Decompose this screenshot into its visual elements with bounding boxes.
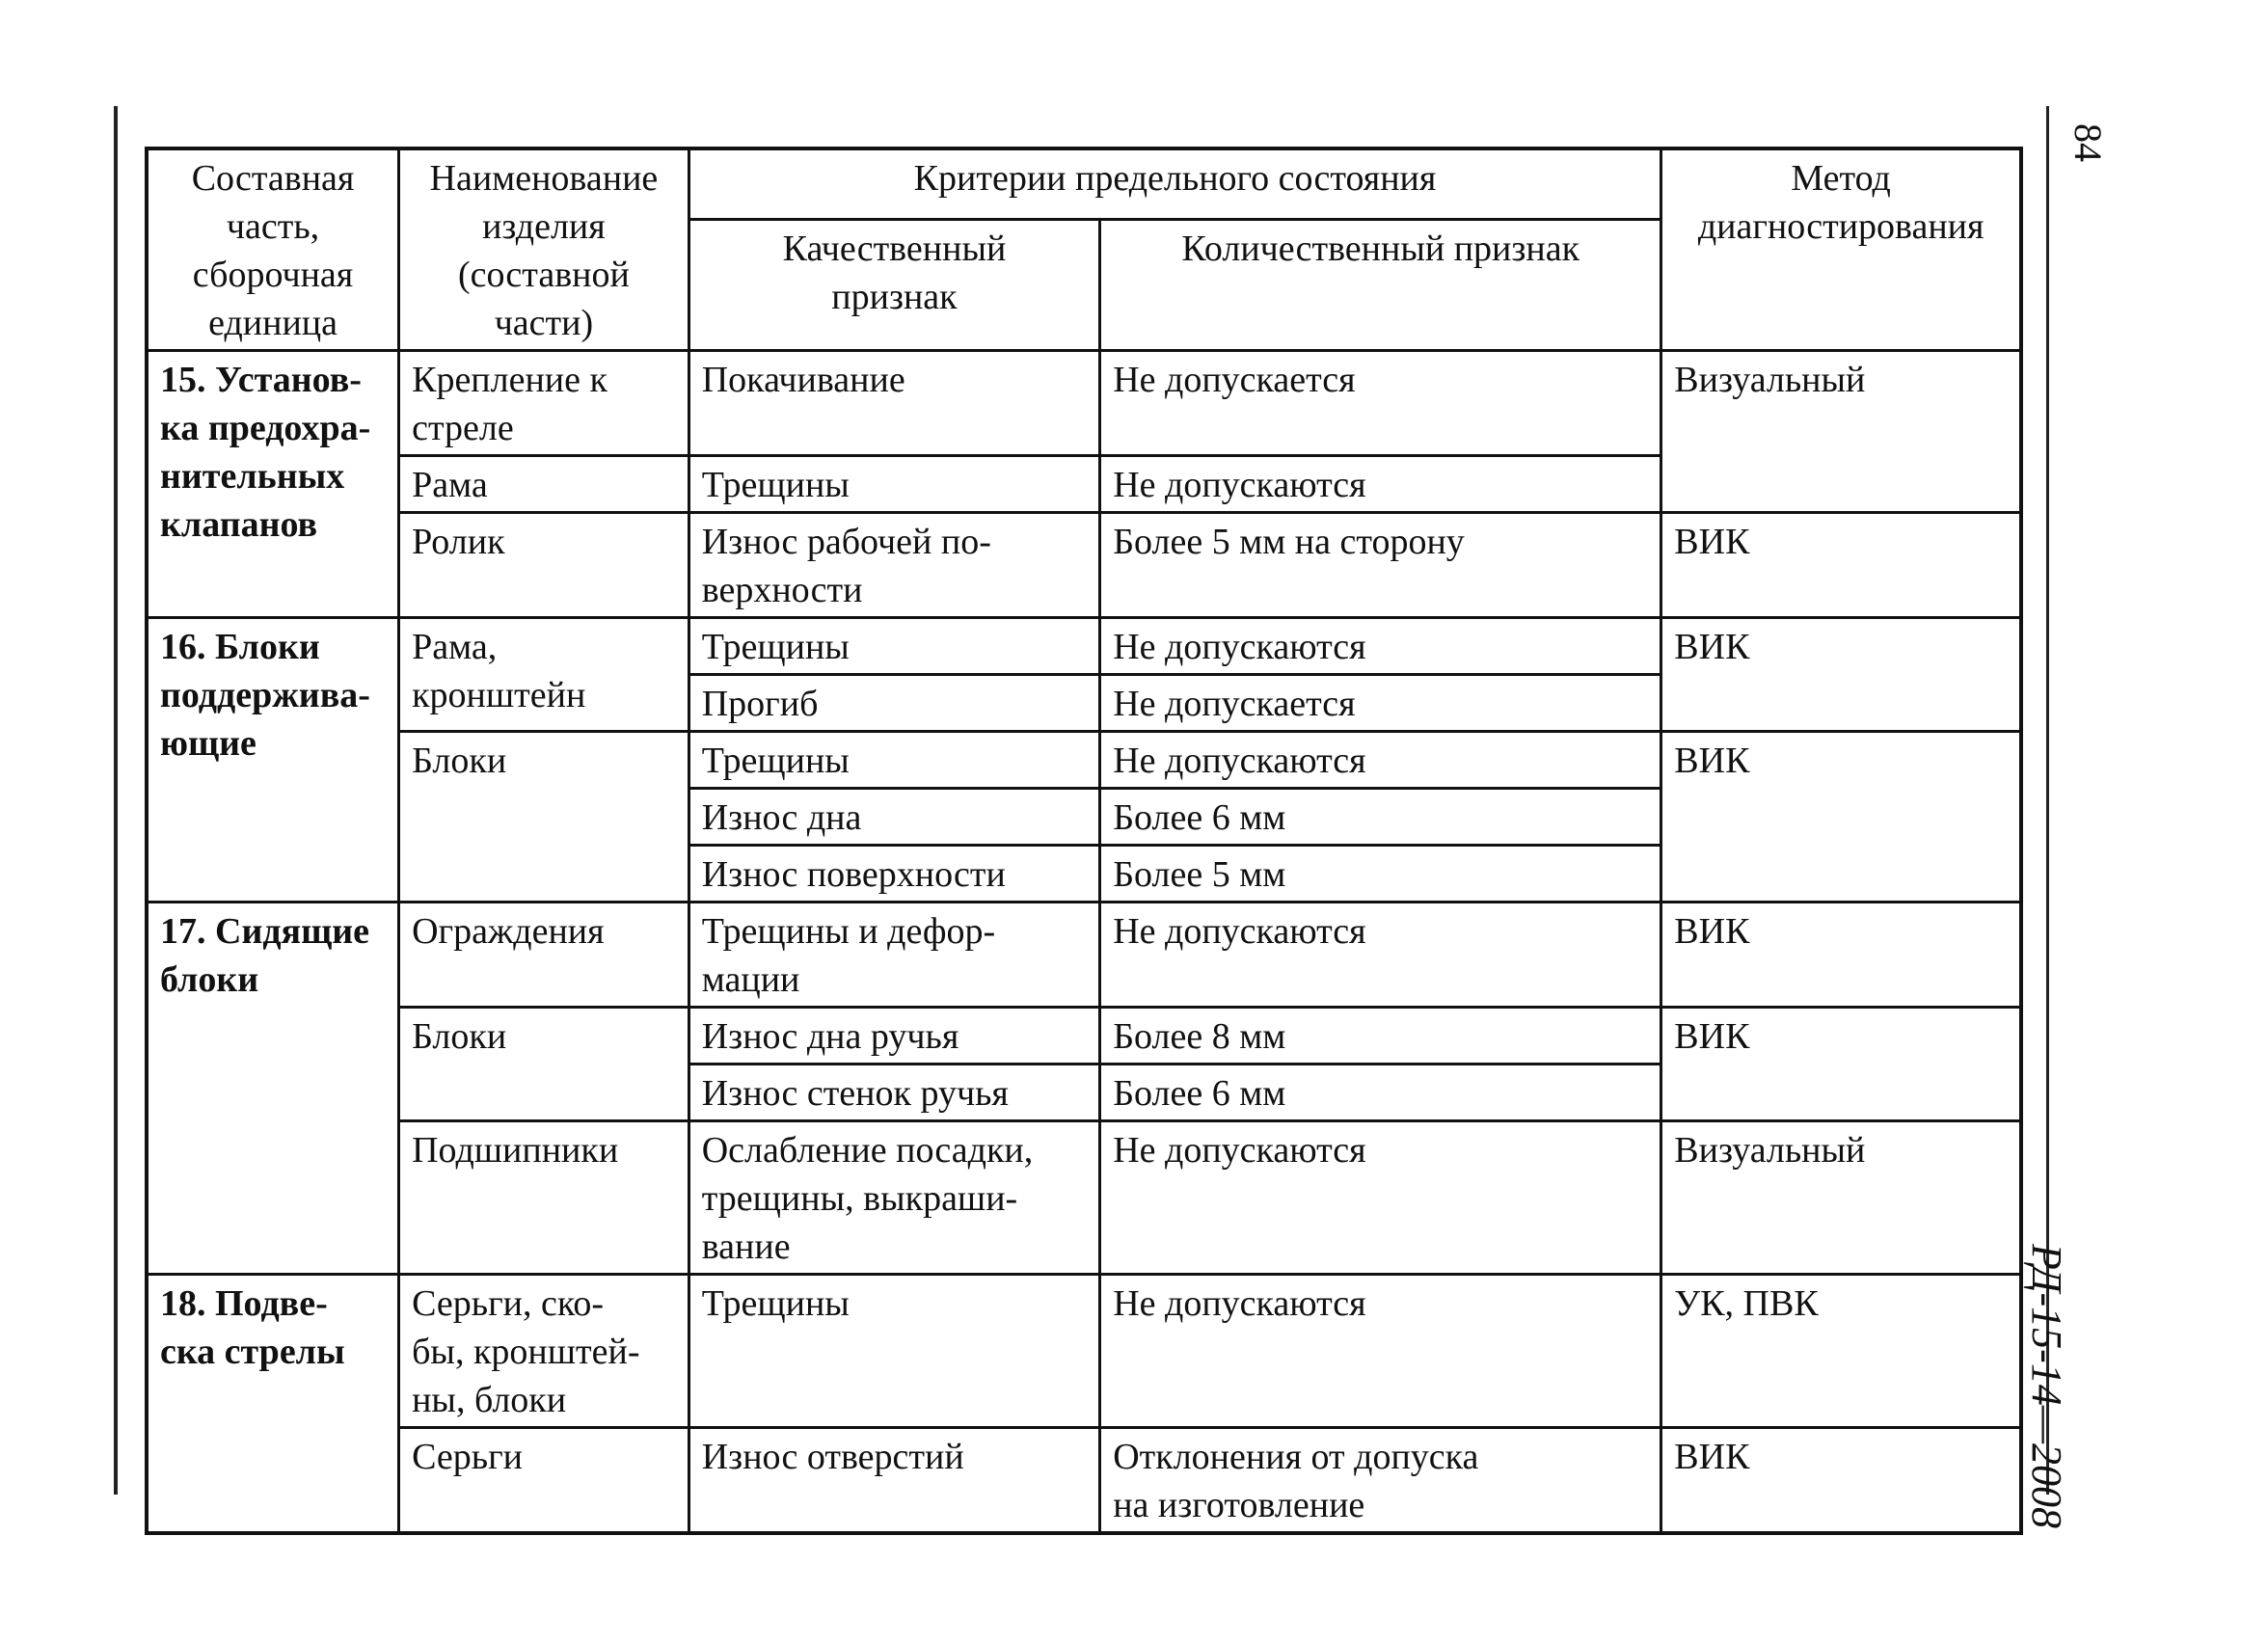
table-row — [147, 1428, 2021, 1534]
qualitative-cell: Износ дна — [688, 789, 1099, 846]
qualitative-cell: Трещины — [688, 1275, 1099, 1428]
method-cell: УК, ПВК — [1661, 1275, 2021, 1428]
quantitative-cell: Не допускаются — [1100, 903, 1661, 1008]
method-cell: ВИК — [1661, 732, 2021, 903]
quantitative-cell: Не допускаются — [1100, 456, 1661, 513]
assembly-unit-cell: 15. Установ- ка предохра- нительных клапанов — [147, 351, 399, 618]
quantitative-cell: Не допускается — [1100, 351, 1661, 456]
page-number: 84 — [2066, 123, 2110, 162]
table-row — [147, 513, 2021, 618]
header-quantitative: Количественный признак — [1100, 220, 1661, 351]
header-assembly-unit: Составная часть, сборочная единица — [147, 148, 399, 351]
left-margin-rule — [114, 106, 118, 1495]
assembly-unit-cell: 18. Подве- ска стрелы — [147, 1275, 399, 1534]
item-cell: Крепление к стреле — [399, 351, 689, 456]
header-qualitative: Качественный признак — [688, 220, 1099, 351]
assembly-unit-cell: 16. Блоки поддержива- ющие — [147, 618, 399, 903]
item-cell: Рама — [399, 456, 689, 513]
document-code: РД-15-14—2008 — [2023, 1244, 2070, 1528]
method-cell: Визуальный — [1661, 1121, 2021, 1275]
table-row — [147, 1121, 2021, 1275]
table-row — [147, 903, 2021, 1008]
qualitative-cell: Трещины — [688, 618, 1099, 675]
assembly-unit-cell: 17. Сидящие блоки — [147, 903, 399, 1275]
quantitative-cell: Более 5 мм — [1100, 846, 1661, 903]
quantitative-cell: Отклонения от допуска на изготовление — [1100, 1428, 1661, 1534]
method-cell: ВИК — [1661, 1428, 2021, 1534]
quantitative-cell: Не допускаются — [1100, 732, 1661, 789]
qualitative-cell: Трещины и дефор- мации — [688, 903, 1099, 1008]
table-row — [147, 618, 2021, 675]
qualitative-cell: Ослабление посадки, трещины, выкраши- вание — [688, 1121, 1099, 1275]
method-cell: ВИК — [1661, 903, 2021, 1008]
qualitative-cell: Износ стенок ручья — [688, 1065, 1099, 1121]
header-method: Метод диагностирования — [1661, 148, 2021, 351]
item-cell: Серьги — [399, 1428, 689, 1534]
quantitative-cell: Не допускаются — [1100, 1121, 1661, 1275]
qualitative-cell: Покачивание — [688, 351, 1099, 456]
header-criteria: Критерии предельного состояния — [688, 148, 1661, 220]
method-cell: ВИК — [1661, 1008, 2021, 1121]
qualitative-cell: Трещины — [688, 456, 1099, 513]
quantitative-cell: Более 8 мм — [1100, 1008, 1661, 1065]
method-cell: Визуальный — [1661, 351, 2021, 513]
method-cell: ВИК — [1661, 513, 2021, 618]
quantitative-cell: Более 6 мм — [1100, 1065, 1661, 1121]
item-cell: Рама, кронштейн — [399, 618, 689, 732]
table-row — [147, 1275, 2021, 1428]
item-cell: Подшипники — [399, 1121, 689, 1275]
qualitative-cell: Износ отверстий — [688, 1428, 1099, 1534]
qualitative-cell: Трещины — [688, 732, 1099, 789]
quantitative-cell: Не допускается — [1100, 675, 1661, 732]
table-row — [147, 351, 2021, 456]
quantitative-cell: Более 6 мм — [1100, 789, 1661, 846]
qualitative-cell: Прогиб — [688, 675, 1099, 732]
quantitative-cell: Более 5 мм на сторону — [1100, 513, 1661, 618]
qualitative-cell: Износ рабочей по- верхности — [688, 513, 1099, 618]
item-cell: Ролик — [399, 513, 689, 618]
header-item-name: Наименование изделия (составной части) — [399, 148, 689, 351]
item-cell: Ограждения — [399, 903, 689, 1008]
method-cell: ВИК — [1661, 618, 2021, 732]
item-cell: Серьги, ско- бы, кронштей- ны, блоки — [399, 1275, 689, 1428]
item-cell: Блоки — [399, 732, 689, 903]
qualitative-cell: Износ дна ручья — [688, 1008, 1099, 1065]
header-row — [147, 148, 2021, 220]
criteria-table — [145, 147, 2023, 1535]
item-cell: Блоки — [399, 1008, 689, 1121]
quantitative-cell: Не допускаются — [1100, 618, 1661, 675]
table-row — [147, 1008, 2021, 1065]
quantitative-cell: Не допускаются — [1100, 1275, 1661, 1428]
qualitative-cell: Износ поверхности — [688, 846, 1099, 903]
table-row — [147, 732, 2021, 789]
